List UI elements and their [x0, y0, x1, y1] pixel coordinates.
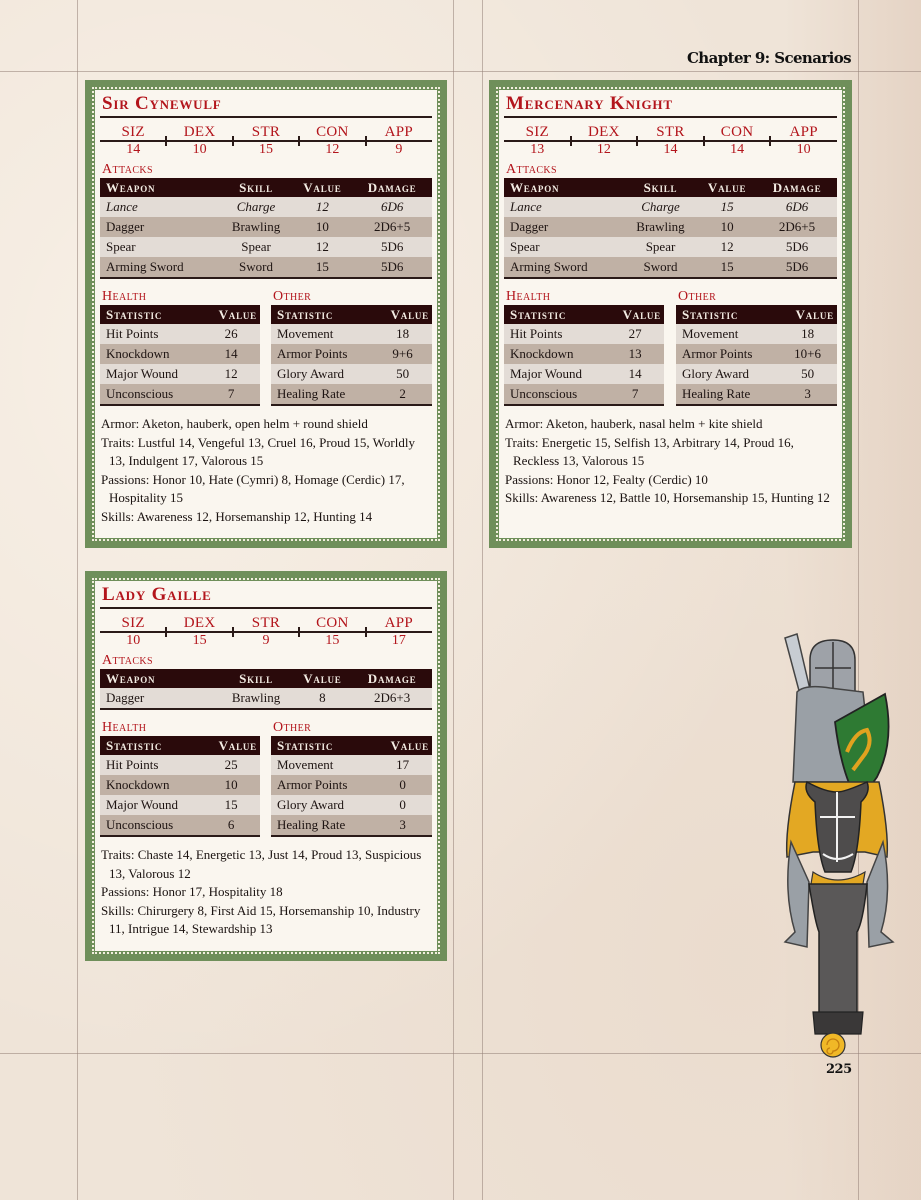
npc-stat-card-mercenary-knight — [489, 80, 852, 548]
col-skill: Skill — [624, 178, 697, 197]
attribute-value: 14 — [663, 142, 678, 157]
health-row — [100, 324, 260, 344]
col-value: Value — [373, 305, 432, 324]
statistic-value: 6 — [202, 815, 260, 836]
col-statistic: Statistic — [504, 305, 606, 324]
attribute-con — [299, 124, 365, 158]
npc-notes — [100, 846, 432, 939]
statistic-value: 15 — [202, 795, 260, 815]
col-weapon: Weapon — [100, 178, 220, 197]
attribute-label: APP — [384, 615, 414, 631]
attacks-heading: Attacks — [102, 653, 154, 668]
attack-row — [100, 197, 432, 217]
col-value: Value — [202, 736, 260, 755]
npc-note: Skills: Chirurgery 8, First Aid 15, Horsemanship 10, Industry 11, Intrigue 14, Stewardship 13 — [101, 902, 421, 936]
health-table — [504, 305, 664, 406]
col-skill: Skill — [220, 669, 293, 688]
attribute-label: APP — [384, 124, 414, 140]
health-table — [100, 736, 260, 837]
npc-note: Passions: Honor 12, Fealty (Cerdic) 10 — [505, 471, 708, 487]
attack-row — [100, 217, 432, 237]
other-row — [676, 324, 837, 344]
attack-damage: 2D6+5 — [352, 217, 432, 237]
attribute-value: 15 — [325, 633, 340, 648]
statistic-value: 3 — [778, 384, 837, 405]
health-heading: Health — [506, 289, 551, 304]
npc-notes — [504, 415, 837, 508]
statistic-value: 14 — [606, 364, 664, 384]
statistic-value: 7 — [202, 384, 260, 405]
npc-note: Passions: Honor 10, Hate (Cymri) 8, Homage (Cerdic) 17, Hospitality 15 — [101, 471, 405, 505]
attribute-dex — [571, 124, 638, 158]
attribute-app — [770, 124, 837, 158]
attribute-value: 9 — [262, 633, 270, 648]
attack-row — [504, 197, 837, 217]
statistic-value: 13 — [606, 344, 664, 364]
statistic-value: 50 — [373, 364, 432, 384]
statistic-name: Movement — [676, 324, 778, 344]
other-row — [271, 775, 432, 795]
attribute-value: 10 — [796, 142, 811, 157]
attribute-app — [366, 124, 432, 158]
health-row — [100, 364, 260, 384]
other-row — [271, 324, 432, 344]
attribute-value: 14 — [730, 142, 745, 157]
other-row — [271, 795, 432, 815]
attack-value: 12 — [697, 237, 757, 257]
npc-notes — [100, 415, 432, 526]
statistic-name: Healing Rate — [676, 384, 778, 405]
attack-value: 15 — [293, 257, 353, 278]
attribute-bar — [100, 124, 432, 158]
statistic-value: 25 — [202, 755, 260, 775]
attribute-label: STR — [656, 124, 685, 140]
other-heading: Other — [273, 720, 312, 735]
attribute-value: 12 — [596, 142, 611, 157]
statistic-name: Knockdown — [504, 344, 606, 364]
attribute-value: 15 — [192, 633, 207, 648]
other-table — [676, 305, 837, 406]
attack-skill: Spear — [220, 237, 293, 257]
npc-note: Armor: Aketon, hauberk, open helm + round shield — [101, 416, 368, 431]
attack-weapon: Arming Sword — [504, 257, 624, 278]
attack-weapon: Spear — [504, 237, 624, 257]
running-head: Chapter 9: Scenarios — [686, 49, 851, 67]
col-statistic: Statistic — [271, 305, 373, 324]
attribute-label: APP — [789, 124, 818, 140]
npc-note: Traits: Lustful 14, Vengeful 13, Cruel 16, Proud 15, Worldly 13, Indulgent 17, Valorous 15 — [101, 434, 415, 468]
page-number: 225 — [826, 1062, 852, 1077]
layout-guide — [482, 0, 483, 1200]
attribute-label: CON — [316, 124, 349, 140]
attribute-siz — [100, 124, 166, 158]
statistic-value: 50 — [778, 364, 837, 384]
attack-row — [504, 237, 837, 257]
other-section — [676, 289, 837, 406]
attribute-con — [704, 124, 771, 158]
attack-damage: 5D6 — [757, 257, 837, 278]
other-table — [271, 305, 432, 406]
attack-weapon: Dagger — [100, 217, 220, 237]
npc-note: Traits: Chaste 14, Energetic 13, Just 14, Proud 13, Suspicious 13, Valorous 12 — [101, 847, 422, 881]
statistic-name: Major Wound — [100, 364, 202, 384]
attacks-table — [100, 178, 432, 279]
attack-value: 12 — [293, 237, 353, 257]
attribute-label: DEX — [183, 124, 216, 140]
statistic-name: Healing Rate — [271, 384, 373, 405]
statistic-value: 9+6 — [373, 344, 432, 364]
attack-skill: Charge — [624, 197, 697, 217]
other-row — [676, 384, 837, 405]
col-value: Value — [293, 669, 353, 688]
statistic-name: Glory Award — [676, 364, 778, 384]
attribute-label: SIZ — [525, 124, 549, 140]
health-row — [504, 344, 664, 364]
col-statistic: Statistic — [676, 305, 778, 324]
attribute-dex — [166, 615, 232, 649]
attribute-str — [233, 615, 299, 649]
attack-skill: Brawling — [220, 217, 293, 237]
attack-skill: Brawling — [220, 688, 293, 709]
statistic-value: 14 — [202, 344, 260, 364]
attribute-label: DEX — [183, 615, 216, 631]
col-statistic: Statistic — [100, 736, 202, 755]
npc-note: Passions: Honor 17, Hospitality 18 — [101, 884, 283, 899]
statistic-name: Unconscious — [100, 384, 202, 405]
other-row — [271, 384, 432, 405]
attacks-table — [100, 669, 432, 710]
other-heading: Other — [273, 289, 312, 304]
health-row — [100, 344, 260, 364]
col-value: Value — [697, 178, 757, 197]
attack-skill: Charge — [220, 197, 293, 217]
layout-guide — [0, 71, 921, 72]
attack-row — [100, 257, 432, 278]
attribute-value: 9 — [395, 142, 403, 157]
statistic-name: Movement — [271, 755, 373, 775]
col-skill: Skill — [220, 178, 293, 197]
attribute-dex — [166, 124, 232, 158]
col-damage: Damage — [352, 669, 432, 688]
col-statistic: Statistic — [100, 305, 202, 324]
attack-weapon: Spear — [100, 237, 220, 257]
other-heading: Other — [678, 289, 717, 304]
statistic-name: Glory Award — [271, 795, 373, 815]
health-section — [100, 720, 260, 837]
npc-name: Sir Cynewulf — [100, 93, 432, 118]
statistic-name: Major Wound — [100, 795, 202, 815]
attack-value: 10 — [293, 217, 353, 237]
statistic-value: 0 — [373, 775, 432, 795]
layout-guide — [453, 0, 454, 1200]
attack-damage: 5D6 — [352, 257, 432, 278]
attack-weapon: Lance — [504, 197, 624, 217]
attribute-value: 12 — [325, 142, 340, 157]
attack-skill: Spear — [624, 237, 697, 257]
npc-note: Skills: Awareness 12, Battle 10, Horsemanship 15, Hunting 12 — [505, 490, 830, 505]
attribute-label: CON — [316, 615, 349, 631]
attack-damage: 6D6 — [352, 197, 432, 217]
npc-note: Traits: Energetic 15, Selfish 13, Arbitrary 14, Proud 16, Reckless 13, Valorous 15 — [505, 434, 794, 468]
attack-value: 12 — [293, 197, 353, 217]
statistic-value: 10 — [202, 775, 260, 795]
attack-row — [504, 217, 837, 237]
layout-guide — [77, 0, 78, 1200]
attack-weapon: Dagger — [100, 688, 220, 709]
attribute-label: STR — [251, 124, 281, 140]
attribute-value: 14 — [126, 142, 141, 157]
other-row — [271, 364, 432, 384]
col-statistic: Statistic — [271, 736, 373, 755]
attack-weapon: Lance — [100, 197, 220, 217]
col-value: Value — [293, 178, 353, 197]
attack-value: 15 — [697, 257, 757, 278]
statistic-value: 26 — [202, 324, 260, 344]
health-row — [504, 384, 664, 405]
statistic-value: 10+6 — [778, 344, 837, 364]
col-damage: Damage — [757, 178, 837, 197]
attack-row — [100, 237, 432, 257]
attribute-siz — [504, 124, 571, 158]
health-row — [100, 384, 260, 405]
attack-damage: 5D6 — [352, 237, 432, 257]
other-row — [271, 344, 432, 364]
health-row — [504, 364, 664, 384]
attribute-str — [637, 124, 704, 158]
attribute-value: 10 — [126, 633, 141, 648]
other-section — [271, 720, 432, 837]
attacks-heading: Attacks — [506, 162, 558, 177]
other-table — [271, 736, 432, 837]
attack-damage: 2D6+3 — [352, 688, 432, 709]
attribute-str — [233, 124, 299, 158]
statistic-name: Glory Award — [271, 364, 373, 384]
attack-value: 8 — [293, 688, 353, 709]
health-heading: Health — [102, 289, 147, 304]
health-row — [100, 755, 260, 775]
attack-value: 10 — [697, 217, 757, 237]
col-value: Value — [606, 305, 664, 324]
attack-damage: 2D6+5 — [757, 217, 837, 237]
attribute-label: DEX — [588, 124, 620, 140]
col-damage: Damage — [352, 178, 432, 197]
statistic-name: Healing Rate — [271, 815, 373, 836]
npc-note: Armor: Aketon, hauberk, nasal helm + kite shield — [505, 416, 763, 431]
attack-row — [100, 688, 432, 709]
attacks-heading: Attacks — [102, 162, 154, 177]
attack-value: 15 — [697, 197, 757, 217]
health-row — [504, 324, 664, 344]
statistic-name: Knockdown — [100, 344, 202, 364]
npc-stat-card-lady-gaille — [85, 571, 447, 961]
other-row — [676, 344, 837, 364]
attack-damage: 5D6 — [757, 237, 837, 257]
health-row — [100, 775, 260, 795]
attribute-siz — [100, 615, 166, 649]
health-section — [504, 289, 664, 406]
statistic-name: Armor Points — [271, 344, 373, 364]
statistic-value: 12 — [202, 364, 260, 384]
statistic-name: Movement — [271, 324, 373, 344]
col-value: Value — [373, 736, 432, 755]
statistic-name: Hit Points — [100, 324, 202, 344]
attribute-app — [366, 615, 432, 649]
statistic-name: Unconscious — [504, 384, 606, 405]
attack-skill: Sword — [624, 257, 697, 278]
statistic-name: Knockdown — [100, 775, 202, 795]
health-row — [100, 795, 260, 815]
attribute-value: 17 — [391, 633, 406, 648]
attribute-label: SIZ — [121, 615, 145, 631]
attacks-table — [504, 178, 837, 279]
npc-name: Lady Gaille — [100, 584, 432, 609]
attack-weapon: Arming Sword — [100, 257, 220, 278]
other-section — [271, 289, 432, 406]
statistic-name: Armor Points — [271, 775, 373, 795]
health-heading: Health — [102, 720, 147, 735]
npc-name: Mercenary Knight — [504, 93, 837, 118]
statistic-value: 0 — [373, 795, 432, 815]
statistic-name: Hit Points — [100, 755, 202, 775]
attribute-label: SIZ — [121, 124, 145, 140]
statistic-value: 3 — [373, 815, 432, 836]
attribute-value: 10 — [192, 142, 207, 157]
attribute-label: STR — [251, 615, 281, 631]
statistic-value: 2 — [373, 384, 432, 405]
statistic-name: Unconscious — [100, 815, 202, 836]
attribute-con — [299, 615, 365, 649]
statistic-name: Hit Points — [504, 324, 606, 344]
knight-illustration — [775, 632, 900, 1062]
statistic-value: 27 — [606, 324, 664, 344]
attribute-bar — [504, 124, 837, 158]
attack-row — [504, 257, 837, 278]
attack-weapon: Dagger — [504, 217, 624, 237]
attribute-value: 15 — [259, 142, 274, 157]
other-row — [271, 755, 432, 775]
other-row — [676, 364, 837, 384]
health-row — [100, 815, 260, 836]
attack-skill: Sword — [220, 257, 293, 278]
attribute-label: CON — [720, 124, 754, 140]
statistic-value: 18 — [778, 324, 837, 344]
statistic-value: 17 — [373, 755, 432, 775]
statistic-value: 7 — [606, 384, 664, 405]
col-weapon: Weapon — [504, 178, 624, 197]
statistic-name: Armor Points — [676, 344, 778, 364]
npc-stat-card-sir-cynewulf — [85, 80, 447, 548]
attribute-value: 13 — [530, 142, 545, 157]
col-value: Value — [778, 305, 837, 324]
npc-note: Skills: Awareness 12, Horsemanship 12, Hunting 14 — [101, 508, 373, 524]
col-weapon: Weapon — [100, 669, 220, 688]
attribute-bar — [100, 615, 432, 649]
statistic-name: Major Wound — [504, 364, 606, 384]
health-table — [100, 305, 260, 406]
attack-skill: Brawling — [624, 217, 697, 237]
statistic-value: 18 — [373, 324, 432, 344]
other-row — [271, 815, 432, 836]
attack-damage: 6D6 — [757, 197, 837, 217]
col-value: Value — [202, 305, 260, 324]
health-section — [100, 289, 260, 406]
